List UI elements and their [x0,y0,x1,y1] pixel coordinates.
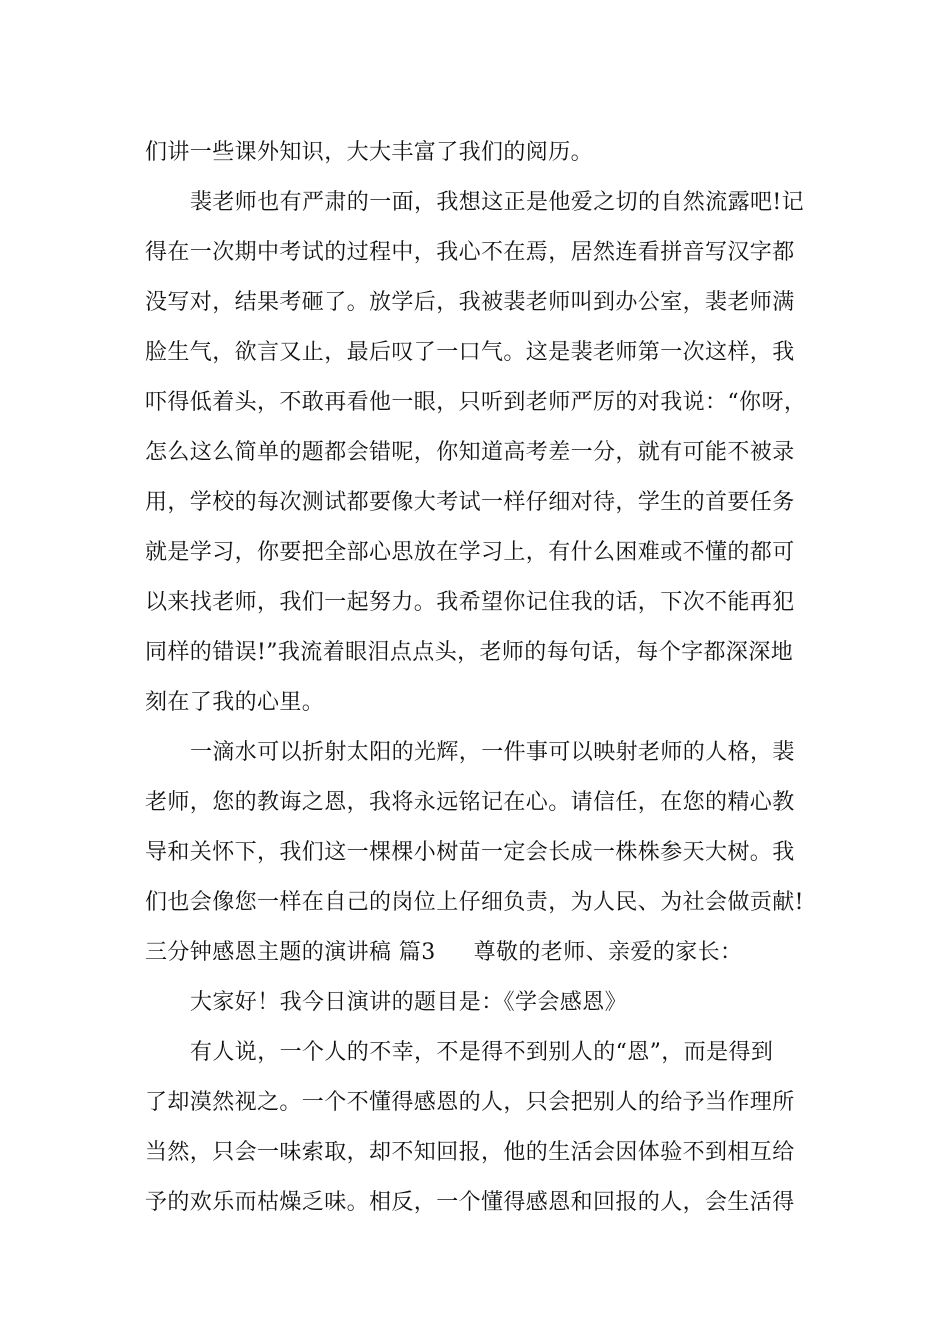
text-line: 们讲一些课外知识，大大丰富了我们的阅历。 [145,140,594,165]
text-line: 吓得低着头，不敢再看他一眼，只听到老师严厉的对我说：“你呀， [145,390,807,415]
paragraph-start-line: 一滴水可以折射太阳的光辉，一件事可以映射老师的人格，裴 [190,740,795,765]
text-line: 用，学校的每次测试都要像大考试一样仔细对待，学生的首要任务 [145,490,795,515]
text-line: 当然，只会一味索取，却不知回报，他的生活会因体验不到相互给 [145,1140,795,1165]
text-line: 同样的错误!”我流着眼泪点点头，老师的每句话，每个字都深深地 [145,640,794,665]
text-line: 们也会像您一样在自己的岗位上仔细负责，为人民、为社会做贡献! [145,890,804,915]
paragraph-start-line: 大家好！我今日演讲的题目是：《学会感恩》 [190,990,628,1015]
text-line: 怎么这么简单的题都会错呢，你知道高考差一分，就有可能不被录 [145,440,795,465]
text-line: 脸生气，欲言又止，最后叹了一口气。这是裴老师第一次这样，我 [145,340,795,365]
salutation: 尊敬的老师、亲爱的家长： [473,940,743,965]
text-line: 没写对，结果考砸了。放学后，我被裴老师叫到办公室，裴老师满 [145,290,795,315]
text-line: 了却漠然视之。一个不懂得感恩的人，只会把别人的给予当作理所 [145,1090,795,1115]
section-heading: 三分钟感恩主题的演讲稿 篇3 [145,940,436,965]
text-line: 予的欢乐而枯燥乏味。相反，一个懂得感恩和回报的人，会生活得 [145,1190,795,1215]
paragraph-start-line: 有人说，一个人的不幸，不是得不到别人的“恩”，而是得到 [190,1040,774,1065]
text-line: 老师，您的教诲之恩，我将永远铭记在心。请信任，在您的精心教 [145,790,795,815]
text-line: 导和关怀下，我们这一棵棵小树苗一定会长成一株株参天大树。我 [145,840,795,865]
document-body [145,128,825,1228]
text-line: 以来找老师，我们一起努力。我希望你记住我的话，下次不能再犯 [145,590,795,615]
section-heading-line [145,928,825,978]
text-line: 就是学习，你要把全部心思放在学习上，有什么困难或不懂的都可 [145,540,795,565]
paragraph-start-line: 裴老师也有严肃的一面，我想这正是他爱之切的自然流露吧!记 [190,190,805,215]
text-line: 得在一次期中考试的过程中，我心不在焉，居然连看拼音写汉字都 [145,240,795,265]
text-line: 刻在了我的心里。 [145,690,325,715]
